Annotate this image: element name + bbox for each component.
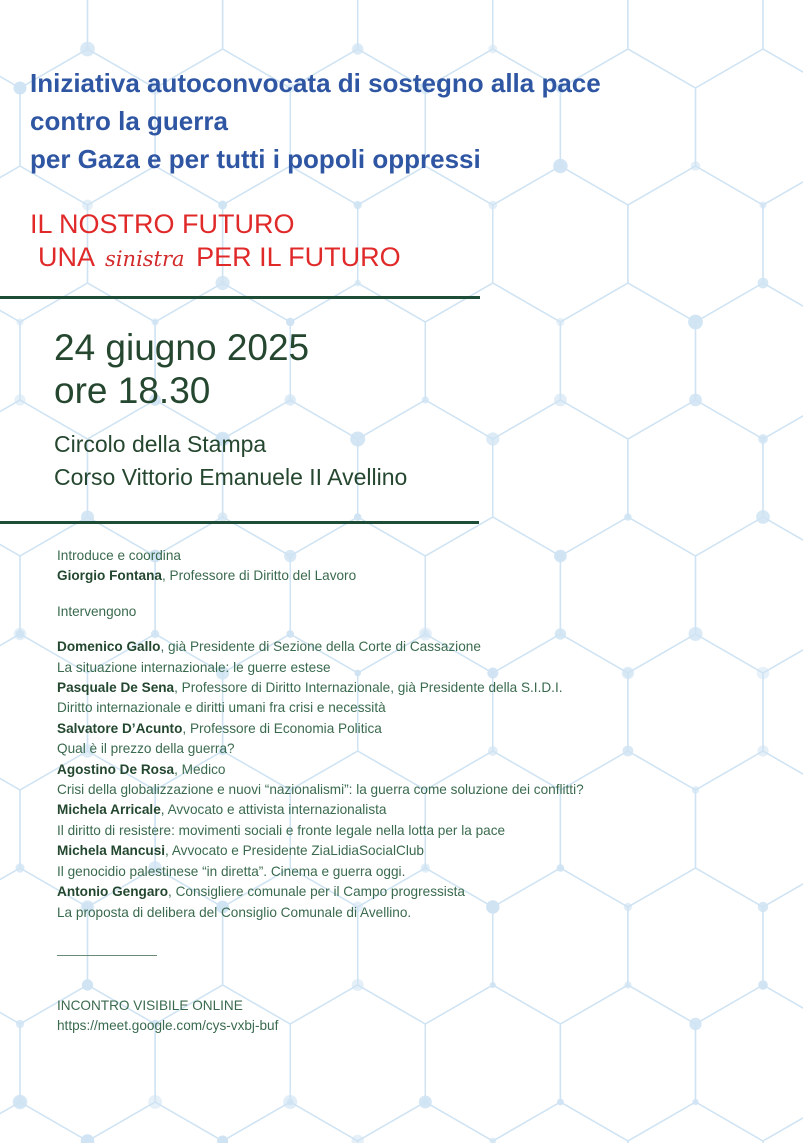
speaker-topic: Il genocidio palestinese “in diretta”. Cinema e guerra oggi.: [57, 863, 406, 879]
venue-name: Circolo della Stampa: [54, 431, 267, 457]
title-line-1: Iniziativa autoconvocata di sostegno alla pace: [30, 68, 601, 98]
meeting-link[interactable]: https://meet.google.com/cys-vxbj-buf: [57, 1018, 279, 1034]
event-title: [30, 64, 770, 178]
speaker-role: , Professore di Economia Politica: [182, 720, 382, 736]
speaker-name: Michela Arricale: [57, 802, 161, 818]
coordinator-name: Giorgio Fontana: [57, 568, 162, 584]
slogan-line-1: IL NOSTRO FUTURO: [30, 209, 295, 239]
top-divider: [0, 296, 480, 299]
coordinator-role: , Professore di Diritto del Lavoro: [161, 568, 357, 584]
slogan-line-2: [38, 241, 401, 275]
speaker-entry: [57, 800, 797, 841]
online-info: [57, 996, 278, 1037]
speakers-label: Intervengono: [57, 603, 137, 619]
speaker-name: Antonio Gengaro: [57, 884, 169, 900]
event-time: ore 18.30: [54, 370, 211, 411]
speaker-entry: [57, 637, 797, 678]
speaker-role: , già Presidente di Sezione della Corte di Cassazione: [160, 639, 481, 655]
event-venue: [54, 428, 407, 494]
speaker-topic: Crisi della globalizzazione e nuovi “nazionalismi”: la guerra come soluzione dei conflitti?: [57, 782, 584, 798]
slogan-per-il-futuro: PER IL FUTURO: [196, 242, 401, 272]
speaker-topic: Diritto internazionale e diritti umani fra crisi e necessità: [57, 700, 386, 716]
speaker-entry: [57, 882, 797, 923]
speaker-topic: La situazione internazionale: le guerre estese: [57, 659, 331, 675]
program: [57, 546, 797, 923]
speaker-entry: [57, 760, 797, 801]
speaker-role: , Avvocato e Presidente ZiaLidiaSocialClub: [165, 843, 424, 859]
speaker-role: , Professore di Diritto Internazionale, già Presidente della S.I.D.I.: [174, 680, 563, 696]
slogan-una: UNA: [38, 242, 94, 272]
speaker-topic: Il diritto di resistere: movimenti sociali e fronte legale nella lotta per la pace: [57, 822, 506, 838]
online-label: INCONTRO VISIBILE ONLINE: [57, 998, 243, 1013]
title-line-2: contro la guerra: [30, 106, 228, 136]
speaker-name: Agostino De Rosa: [57, 761, 175, 777]
venue-address: Corso Vittorio Emanuele II Avellino: [54, 464, 408, 490]
short-divider: [57, 955, 157, 956]
speaker-name: Domenico Gallo: [57, 639, 161, 655]
speaker-role: , Medico: [174, 761, 226, 777]
speaker-role: , Consigliere comunale per il Campo progressista: [168, 884, 465, 900]
speaker-topic: La proposta di delibera del Consiglio Comunale di Avellino.: [57, 904, 412, 920]
speaker-entry: [57, 841, 797, 882]
event-datetime: [54, 326, 309, 412]
event-date: 24 giugno 2025: [54, 327, 310, 368]
speaker-name: Pasquale De Sena: [57, 680, 175, 696]
bottom-divider: [0, 521, 479, 524]
speaker-entry: [57, 719, 797, 760]
slogan-script-word: sinistra: [105, 247, 185, 271]
intro-label: Introduce e coordina: [57, 548, 181, 563]
speaker-entry: [57, 678, 797, 719]
speaker-name: Michela Mancusi: [57, 843, 166, 859]
speaker-topic: Qual è il prezzo della guerra?: [57, 741, 235, 757]
coordinator: [57, 566, 797, 586]
speaker-role: , Avvocato e attivista internazionalista: [160, 802, 387, 818]
title-line-3: per Gaza e per tutti i popoli oppressi: [30, 144, 481, 174]
speaker-name: Salvatore D’Acunto: [57, 720, 183, 736]
